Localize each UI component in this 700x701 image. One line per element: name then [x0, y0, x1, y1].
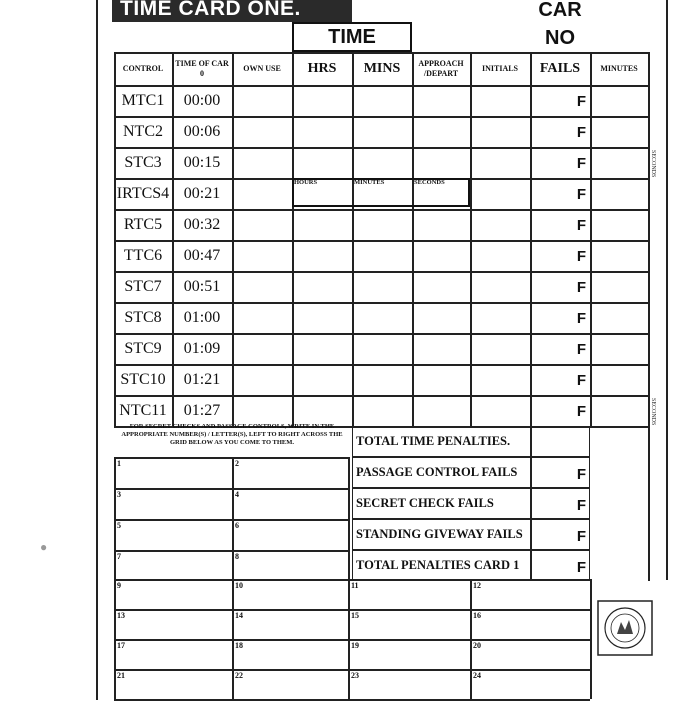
- fail-mark: F: [576, 372, 586, 389]
- fail-mark: F: [576, 155, 586, 172]
- grid-cell-number: 22: [235, 671, 243, 680]
- page-right-edge: [666, 0, 668, 580]
- control-code: RTC5: [123, 215, 163, 233]
- grid-cell-number: 7: [117, 552, 121, 561]
- fail-mark: F: [576, 248, 586, 265]
- summary-label: STANDING GIVEWAY FAILS: [356, 527, 523, 541]
- scheduled-time: 00:47: [183, 246, 221, 264]
- summary-divider: [530, 426, 532, 457]
- fail-mark: F: [576, 217, 586, 234]
- grid-cell-number: 5: [117, 521, 121, 530]
- grid-col-line: [590, 579, 592, 699]
- control-code: NTC11: [119, 401, 167, 419]
- grid-cell-number: 8: [235, 552, 239, 561]
- scheduled-time: 00:32: [183, 215, 221, 233]
- grid-cell-number: 2: [235, 459, 239, 468]
- summary-label: SECRET CHECK FAILS: [356, 496, 494, 510]
- summary-label: PASSAGE CONTROL FAILS: [356, 465, 518, 479]
- table-col-line: [352, 52, 354, 426]
- sub-label-minutes: MINUTES: [354, 179, 385, 186]
- scheduled-time: 01:00: [183, 308, 221, 326]
- grid-cell-number: 11: [351, 581, 359, 590]
- summary-fail-mark: F: [576, 466, 586, 483]
- grid-cell-number: 20: [473, 641, 481, 650]
- grid-cell-number: 15: [351, 611, 359, 620]
- scheduled-time: 00:06: [183, 122, 221, 140]
- column-header-approach-depart: APPROACH /DEPART: [418, 58, 464, 78]
- control-code: NTC2: [123, 122, 163, 140]
- grid-cell-number: 18: [235, 641, 243, 650]
- control-code: STC9: [124, 339, 162, 357]
- summary-right-line: [648, 426, 650, 581]
- grid-row-line: [114, 457, 348, 459]
- table-col-line: [412, 52, 414, 426]
- fail-mark: F: [576, 341, 586, 358]
- column-header-initials: INITIALS: [481, 63, 518, 73]
- fail-mark: F: [576, 124, 586, 141]
- column-header-fails: FAILS: [539, 60, 581, 76]
- summary-label: TOTAL TIME PENALTIES.: [356, 434, 511, 448]
- grid-cell-number: 3: [117, 490, 121, 499]
- grid-cell-number: 21: [117, 671, 125, 680]
- fail-mark: F: [576, 186, 586, 203]
- table-col-line: [648, 52, 650, 426]
- car-number-label: CAR NO: [538, 0, 582, 49]
- grid-row-line: [114, 550, 348, 552]
- grid-cell-number: 19: [351, 641, 359, 650]
- table-col-line: [470, 52, 472, 426]
- grid-cell-number: 12: [473, 581, 481, 590]
- fail-mark: F: [576, 279, 586, 296]
- grid-col-line: [114, 457, 116, 579]
- side-code-bottom: SECONDS: [650, 398, 656, 426]
- club-seal: [597, 600, 653, 656]
- scheduled-time: 00:51: [183, 277, 221, 295]
- grid-cell-number: 24: [473, 671, 481, 680]
- column-header-mins: MINS: [363, 60, 401, 76]
- grid-cell-number: 6: [235, 521, 239, 530]
- summary-fail-mark: F: [576, 528, 586, 545]
- control-code: STC10: [120, 370, 166, 388]
- scheduled-time: 01:09: [183, 339, 221, 357]
- summary-label: TOTAL PENALTIES CARD 1: [356, 558, 520, 572]
- fail-mark: F: [576, 93, 586, 110]
- table-col-line: [590, 52, 592, 426]
- grid-col-line: [348, 457, 350, 579]
- control-code: STC8: [124, 308, 162, 326]
- summary-fail-mark: F: [576, 559, 586, 576]
- grid-cell-number: 23: [351, 671, 359, 680]
- grid-cell-number: 14: [235, 611, 243, 620]
- grid-cell-number: 4: [235, 490, 239, 499]
- grid-cell-number: 10: [235, 581, 243, 590]
- column-header-minutes: MINUTES: [600, 63, 638, 73]
- control-code: TTC6: [123, 246, 163, 264]
- time-group-header: TIME: [292, 22, 412, 52]
- column-header-control: CONTROL: [122, 63, 164, 73]
- control-code: STC3: [124, 153, 162, 171]
- scheduled-time: 01:21: [183, 370, 221, 388]
- grid-cell-number: 13: [117, 611, 125, 620]
- card-title: TIME CARD ONE.: [112, 0, 352, 22]
- grid-row-line: [114, 519, 348, 521]
- grid-cell-number: 9: [117, 581, 121, 590]
- page-left-edge: [96, 0, 98, 700]
- grid-cell-number: 16: [473, 611, 481, 620]
- grid-row-line: [114, 488, 348, 490]
- control-code: MTC1: [121, 91, 165, 109]
- grid-cell-number: 1: [117, 459, 121, 468]
- grid-instructions: FOR SECRET CHECKS AND PASSAGE CONTROLS, WRITE IN THE APPROPRIATE NUMBER(S) / LETTER(S), LEFT TO RIGHT ACROSS THE GRID BELOW AS YOU COME TO THEM.: [121, 423, 343, 446]
- table-col-line: [292, 52, 294, 426]
- table-col-line: [232, 52, 234, 426]
- time-entry-box: [292, 178, 470, 207]
- column-header-time-of-car: TIME OF CAR 0: [175, 58, 229, 78]
- scheduled-time: 01:27: [183, 401, 221, 419]
- scheduled-time: 00:21: [183, 184, 221, 202]
- control-code: IRTCS4: [116, 184, 170, 202]
- scheduled-time: 00:00: [183, 91, 221, 109]
- control-code: STC7: [124, 277, 162, 295]
- summary-fail-mark: F: [576, 497, 586, 514]
- scheduled-time: 00:15: [183, 153, 221, 171]
- grid-cell-number: 17: [117, 641, 125, 650]
- bleed-through-mark: ●: [40, 540, 48, 554]
- fail-mark: F: [576, 310, 586, 327]
- side-code-top: SECONDS: [650, 150, 656, 178]
- sub-label-seconds: SECONDS: [414, 179, 445, 186]
- grid-col-line: [232, 457, 234, 579]
- fail-mark: F: [576, 403, 586, 420]
- column-header-hrs: HRS: [307, 60, 337, 76]
- column-header-own-use: OWN USE: [243, 63, 281, 73]
- sub-label-hours: HOURS: [294, 179, 318, 186]
